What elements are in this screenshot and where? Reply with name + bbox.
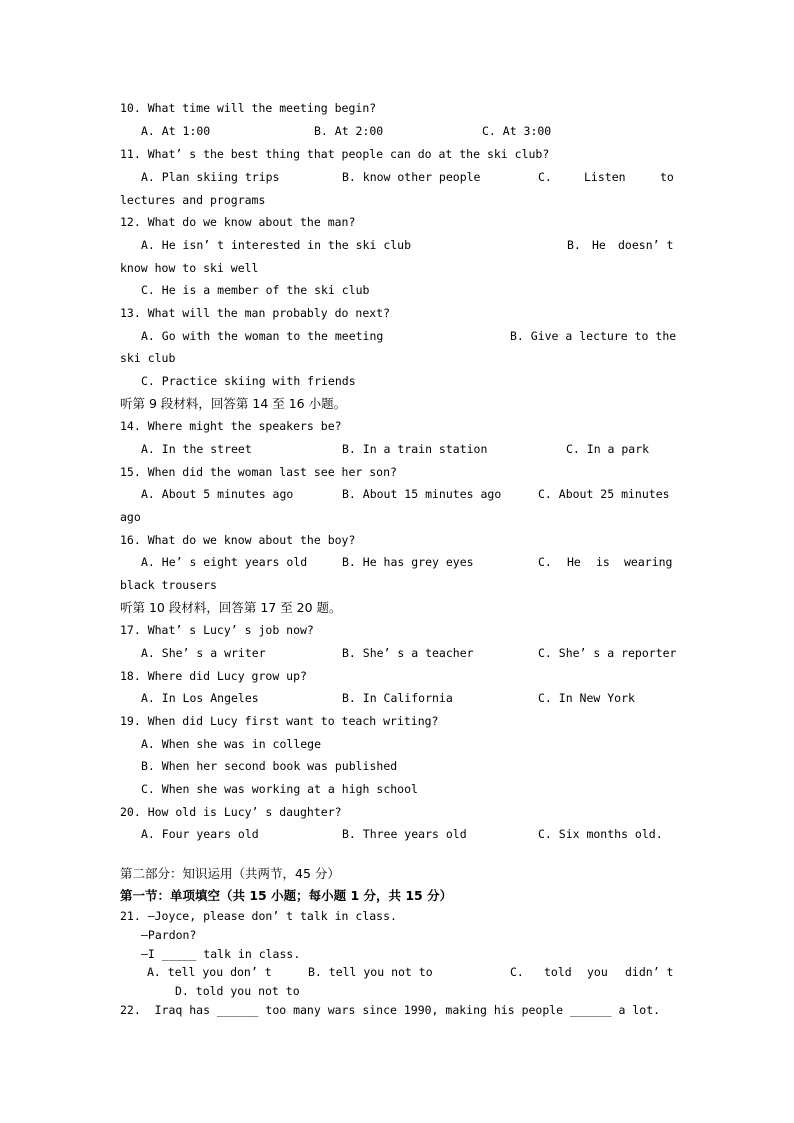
- q15-option-c: C. About 25 minutes: [538, 487, 670, 501]
- q19-option-a: A. When she was in college: [141, 737, 322, 751]
- q13-option-b: B. Give a lecture to the: [510, 329, 677, 343]
- q15-option-b: B. About 15 minutes ago: [342, 487, 502, 501]
- q12-option-b-word2: doesn’ t: [618, 238, 674, 252]
- q18-option-b: B. In California: [342, 691, 453, 705]
- q10-option-b: B. At 2:00: [314, 124, 384, 138]
- q20-option-a: A. Four years old: [141, 827, 259, 841]
- q15-option-c-continued: ago: [120, 510, 141, 524]
- q15-option-a: A. About 5 minutes ago: [141, 487, 294, 501]
- question-21-line-2: —Pardon?: [141, 928, 197, 942]
- q16-option-c-word1: He: [567, 555, 581, 569]
- question-17-stem: 17. What’ s Lucy’ s job now?: [120, 623, 314, 637]
- question-19-stem: 19. When did Lucy first want to teach writing?: [120, 714, 439, 728]
- part-2-heading: 第二部分：知识运用（共两节，45 分）: [120, 866, 340, 881]
- q19-option-b: B. When her second book was published: [141, 759, 398, 773]
- q21-option-c-label: C.: [510, 965, 524, 979]
- q11-option-b: B. know other people: [342, 170, 481, 184]
- q17-option-c: C. She’ s a reporter: [538, 646, 677, 660]
- q17-option-b: B. She’ s a teacher: [342, 646, 474, 660]
- q16-option-c-continued: black trousers: [120, 578, 217, 592]
- q12-option-b-word1: He: [592, 238, 606, 252]
- q11-option-c-continued: lectures and programs: [120, 193, 266, 207]
- question-20-stem: 20. How old is Lucy’ s daughter?: [120, 805, 342, 819]
- question-11-stem: 11. What’ s the best thing that people can do at the ski club?: [120, 147, 550, 161]
- q12-option-b-continued: know how to ski well: [120, 261, 259, 275]
- question-21-line-3: —I _____ talk in class.: [141, 947, 301, 961]
- q18-option-c: C. In New York: [538, 691, 635, 705]
- q19-option-c: C. When she was working at a high school: [141, 782, 418, 796]
- q14-option-a: A. In the street: [141, 442, 252, 456]
- q14-option-b: B. In a train station: [342, 442, 488, 456]
- q21-option-c-word1: told: [544, 965, 572, 979]
- section-9-instruction: 听第 9 段材料，回答第 14 至 16 小题。: [120, 396, 347, 411]
- question-22-stem: 22. Iraq has ______ too many wars since 1990, making his people ______ a lot.: [120, 1003, 661, 1017]
- q21-option-a: A. tell you don’ t: [147, 965, 272, 979]
- q17-option-a: A. She’ s a writer: [141, 646, 266, 660]
- question-14-stem: 14. Where might the speakers be?: [120, 419, 342, 433]
- q16-option-c-word2: is: [596, 555, 610, 569]
- question-10-stem: 10. What time will the meeting begin?: [120, 101, 377, 115]
- q21-option-b: B. tell you not to: [308, 965, 433, 979]
- q13-option-b-continued: ski club: [120, 351, 176, 365]
- question-15-stem: 15. When did the woman last see her son?: [120, 465, 397, 479]
- q11-option-a: A. Plan skiing trips: [141, 170, 280, 184]
- q16-option-b: B. He has grey eyes: [342, 555, 474, 569]
- question-12-stem: 12. What do we know about the man?: [120, 215, 356, 229]
- q16-option-c-label: C.: [538, 555, 552, 569]
- section-10-instruction: 听第 10 段材料，回答第 17 至 20 题。: [120, 600, 342, 615]
- q13-option-a: A. Go with the woman to the meeting: [141, 329, 384, 343]
- q21-option-c-word3: didn’ t: [625, 965, 674, 979]
- q10-option-c: C. At 3:00: [482, 124, 552, 138]
- question-21-line-1: 21. —Joyce, please don’ t talk in class.: [120, 909, 397, 923]
- q21-option-d: D. told you not to: [175, 984, 300, 998]
- question-16-stem: 16. What do we know about the boy?: [120, 533, 356, 547]
- q21-option-c-word2: you: [587, 965, 608, 979]
- q16-option-a: A. He’ s eight years old: [141, 555, 308, 569]
- q13-option-c: C. Practice skiing with friends: [141, 374, 356, 388]
- q12-option-c: C. He is a member of the ski club: [141, 283, 370, 297]
- q20-option-b: B. Three years old: [342, 827, 467, 841]
- q11-option-c-word2: to: [660, 170, 674, 184]
- q18-option-a: A. In Los Angeles: [141, 691, 259, 705]
- question-18-stem: 18. Where did Lucy grow up?: [120, 669, 307, 683]
- q14-option-c: C. In a park: [566, 442, 650, 456]
- q12-option-b-label: B.: [567, 238, 581, 252]
- section-1-heading: 第一节：单项填空（共 15 小题；每小题 1 分，共 15 分）: [120, 888, 453, 903]
- q20-option-c: C. Six months old.: [538, 827, 663, 841]
- q10-option-a: A. At 1:00: [141, 124, 211, 138]
- q16-option-c-word3: wearing: [624, 555, 673, 569]
- q12-option-a: A. He isn’ t interested in the ski club: [141, 238, 412, 252]
- q11-option-c-word1: Listen: [584, 170, 626, 184]
- q11-option-c-label: C.: [538, 170, 552, 184]
- question-13-stem: 13. What will the man probably do next?: [120, 306, 391, 320]
